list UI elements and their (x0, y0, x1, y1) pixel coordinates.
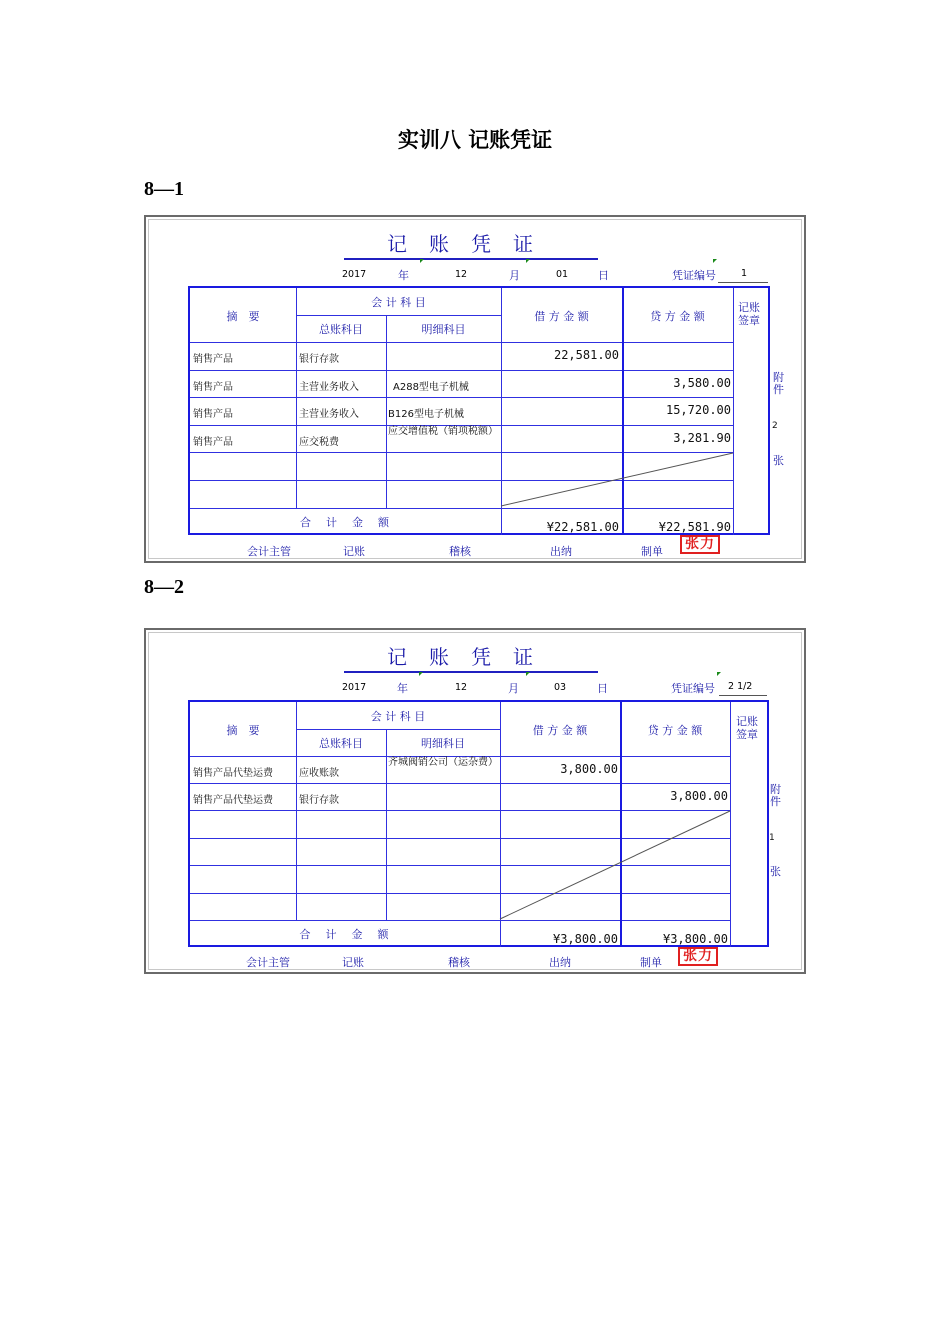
voucher-table: 摘 要 会 计 科 目 总账科目 明细科目 借 方 金 额 贷 方 金 额 记账签章 销售产品 银行存款 22,581.00 销售产品 主营业务收入 A288型电子机械 3,580.00 销售产品 主营业务收入 B126型电子机械 15,720.00 销售产品 应交税费 应交增值税（销项税额） 3,281.90 合 计 金 额 ¥22,581.00 ¥22,581.90 (188, 286, 770, 535)
voucher-no-label: 凭证编号 (672, 269, 716, 282)
maker-signature-stamp: 张力 (680, 535, 720, 554)
footer-cashier: 出纳 (550, 545, 572, 558)
cancel-diagonal-line (190, 702, 771, 949)
header-account: 会 计 科 目 (371, 296, 426, 309)
cancel-diagonal-line (190, 288, 772, 537)
attachment-count: 2 (772, 421, 778, 431)
total-debit: ¥3,800.00 (552, 932, 618, 946)
voucher-no-label: 凭证编号 (671, 682, 715, 695)
attachment-unit: 张 (770, 865, 781, 878)
header-debit: 借 方 金 额 (534, 310, 589, 323)
footer-maker: 制单 (640, 956, 662, 969)
day-value: 03 (554, 682, 567, 693)
header-general-account: 总账科目 (319, 737, 363, 750)
header-detail-account: 明细科目 (421, 323, 466, 336)
day-value: 01 (556, 269, 569, 280)
header-detail-account: 明细科目 (421, 737, 465, 750)
month-unit: 月 (508, 682, 519, 695)
voucher-title: 记账凭证 (344, 641, 598, 673)
green-marker-icon (713, 259, 717, 263)
voucher-table: 摘 要 会 计 科 目 总账科目 明细科目 借 方 金 额 贷 方 金 额 记账签章 销售产品代垫运费 应收账款 齐城阀销公司（运杂费） 3,800.00 销售产品代垫运费 银行存款 3,800.00 合 计 金 额 ¥3,800.00 ¥3,800.00 (188, 700, 769, 947)
total-credit: ¥22,581.90 (658, 520, 731, 534)
footer-review: 稽核 (448, 956, 470, 969)
voucher-title: 记账凭证 (344, 228, 598, 260)
voucher-no-value: 2 1/2 (728, 681, 753, 692)
total-label: 合 计 金 额 (300, 516, 391, 529)
header-general-account: 总账科目 (319, 323, 363, 336)
day-unit: 日 (598, 269, 609, 282)
day-unit: 日 (597, 682, 608, 695)
footer-review: 稽核 (449, 545, 471, 558)
header-summary: 摘 要 (226, 724, 260, 737)
voucher-no-value: 1 (741, 268, 748, 279)
total-debit: ¥22,581.00 (546, 520, 619, 534)
maker-signature-stamp: 张力 (678, 947, 718, 966)
month-value: 12 (455, 269, 468, 280)
total-label: 合 计 金 额 (299, 928, 391, 941)
footer-supervisor: 会计主管 (246, 956, 290, 969)
header-debit: 借 方 金 额 (532, 724, 588, 737)
year-unit: 年 (397, 682, 408, 695)
page-title: 实训八 记账凭证 (397, 127, 553, 152)
footer-posting: 记账 (343, 545, 365, 558)
attachment-unit: 张 (773, 454, 784, 467)
month-unit: 月 (509, 269, 520, 282)
attachment-count: 1 (769, 833, 775, 843)
voucher-form (144, 215, 806, 563)
section-label: 8—1 (144, 178, 184, 200)
header-posted: 记账签章 (736, 715, 758, 741)
date-marker-icon (420, 259, 424, 263)
section-label: 8—2 (144, 576, 184, 598)
attachment-label: 附件 (770, 783, 781, 808)
year-unit: 年 (398, 269, 409, 282)
green-marker-icon (717, 672, 721, 676)
date-marker-icon (419, 672, 423, 676)
month-value: 12 (455, 682, 468, 693)
header-account: 会 计 科 目 (370, 710, 426, 723)
voucher-form (144, 628, 806, 974)
date-marker-icon (526, 672, 530, 676)
header-credit: 贷 方 金 额 (650, 310, 705, 323)
total-credit: ¥3,800.00 (662, 932, 728, 946)
year-value: 2017 (342, 269, 367, 280)
footer-posting: 记账 (342, 956, 364, 969)
date-marker-icon (526, 259, 530, 263)
header-credit: 贷 方 金 额 (647, 724, 703, 737)
footer-cashier: 出纳 (549, 956, 571, 969)
attachment-label: 附件 (773, 371, 784, 396)
footer-maker: 制单 (641, 545, 663, 558)
header-summary: 摘 要 (226, 310, 260, 323)
header-posted: 记账签章 (738, 301, 760, 327)
footer-supervisor: 会计主管 (247, 545, 291, 558)
year-value: 2017 (342, 682, 367, 693)
